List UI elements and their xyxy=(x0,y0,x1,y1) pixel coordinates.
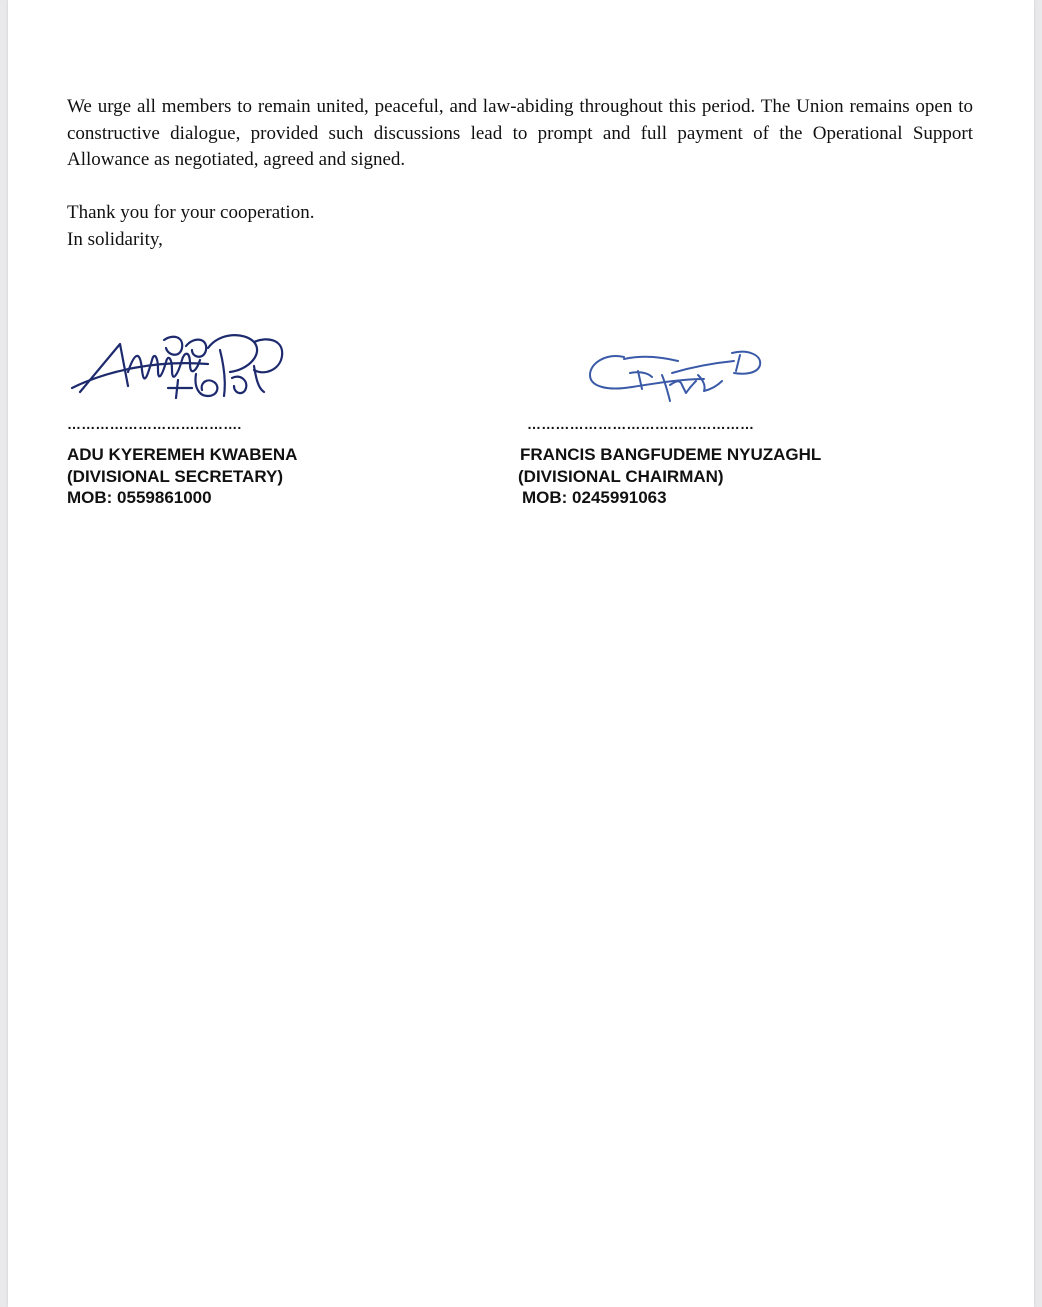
secretary-block xyxy=(67,444,297,509)
secretary-name: ADU KYEREMEH KWABENA xyxy=(67,445,298,464)
closing-lines xyxy=(67,200,973,253)
chairman-block xyxy=(518,444,821,509)
secretary-signature-icon xyxy=(68,330,318,405)
sign-off-line: In solidarity, xyxy=(67,228,163,250)
chairman-role: (DIVISIONAL CHAIRMAN) xyxy=(518,466,724,486)
secretary-role: (DIVISIONAL SECRETARY) xyxy=(67,466,283,486)
chairman-signature-line: ………………………………………… xyxy=(527,416,755,432)
secretary-mobile: MOB: 0559861000 xyxy=(67,488,212,507)
thanks-line: Thank you for your cooperation. xyxy=(67,202,315,223)
chairman-mobile: MOB: 0245991063 xyxy=(522,488,667,507)
chairman-name: FRANCIS BANGFUDEME NYUZAGHL xyxy=(520,445,822,464)
document-page xyxy=(8,0,1034,1307)
closing-paragraph: We urge all members to remain united, peaceful, and law-abiding throughout this period. The Union remains open to constructive dialogue, provided such discussions lead to prompt and full payment of the Operational Support Allowance as negotiated, agreed and signed. xyxy=(67,96,973,170)
secretary-signature-line: ………………………………. xyxy=(67,416,242,432)
chairman-signature-icon xyxy=(582,345,772,405)
